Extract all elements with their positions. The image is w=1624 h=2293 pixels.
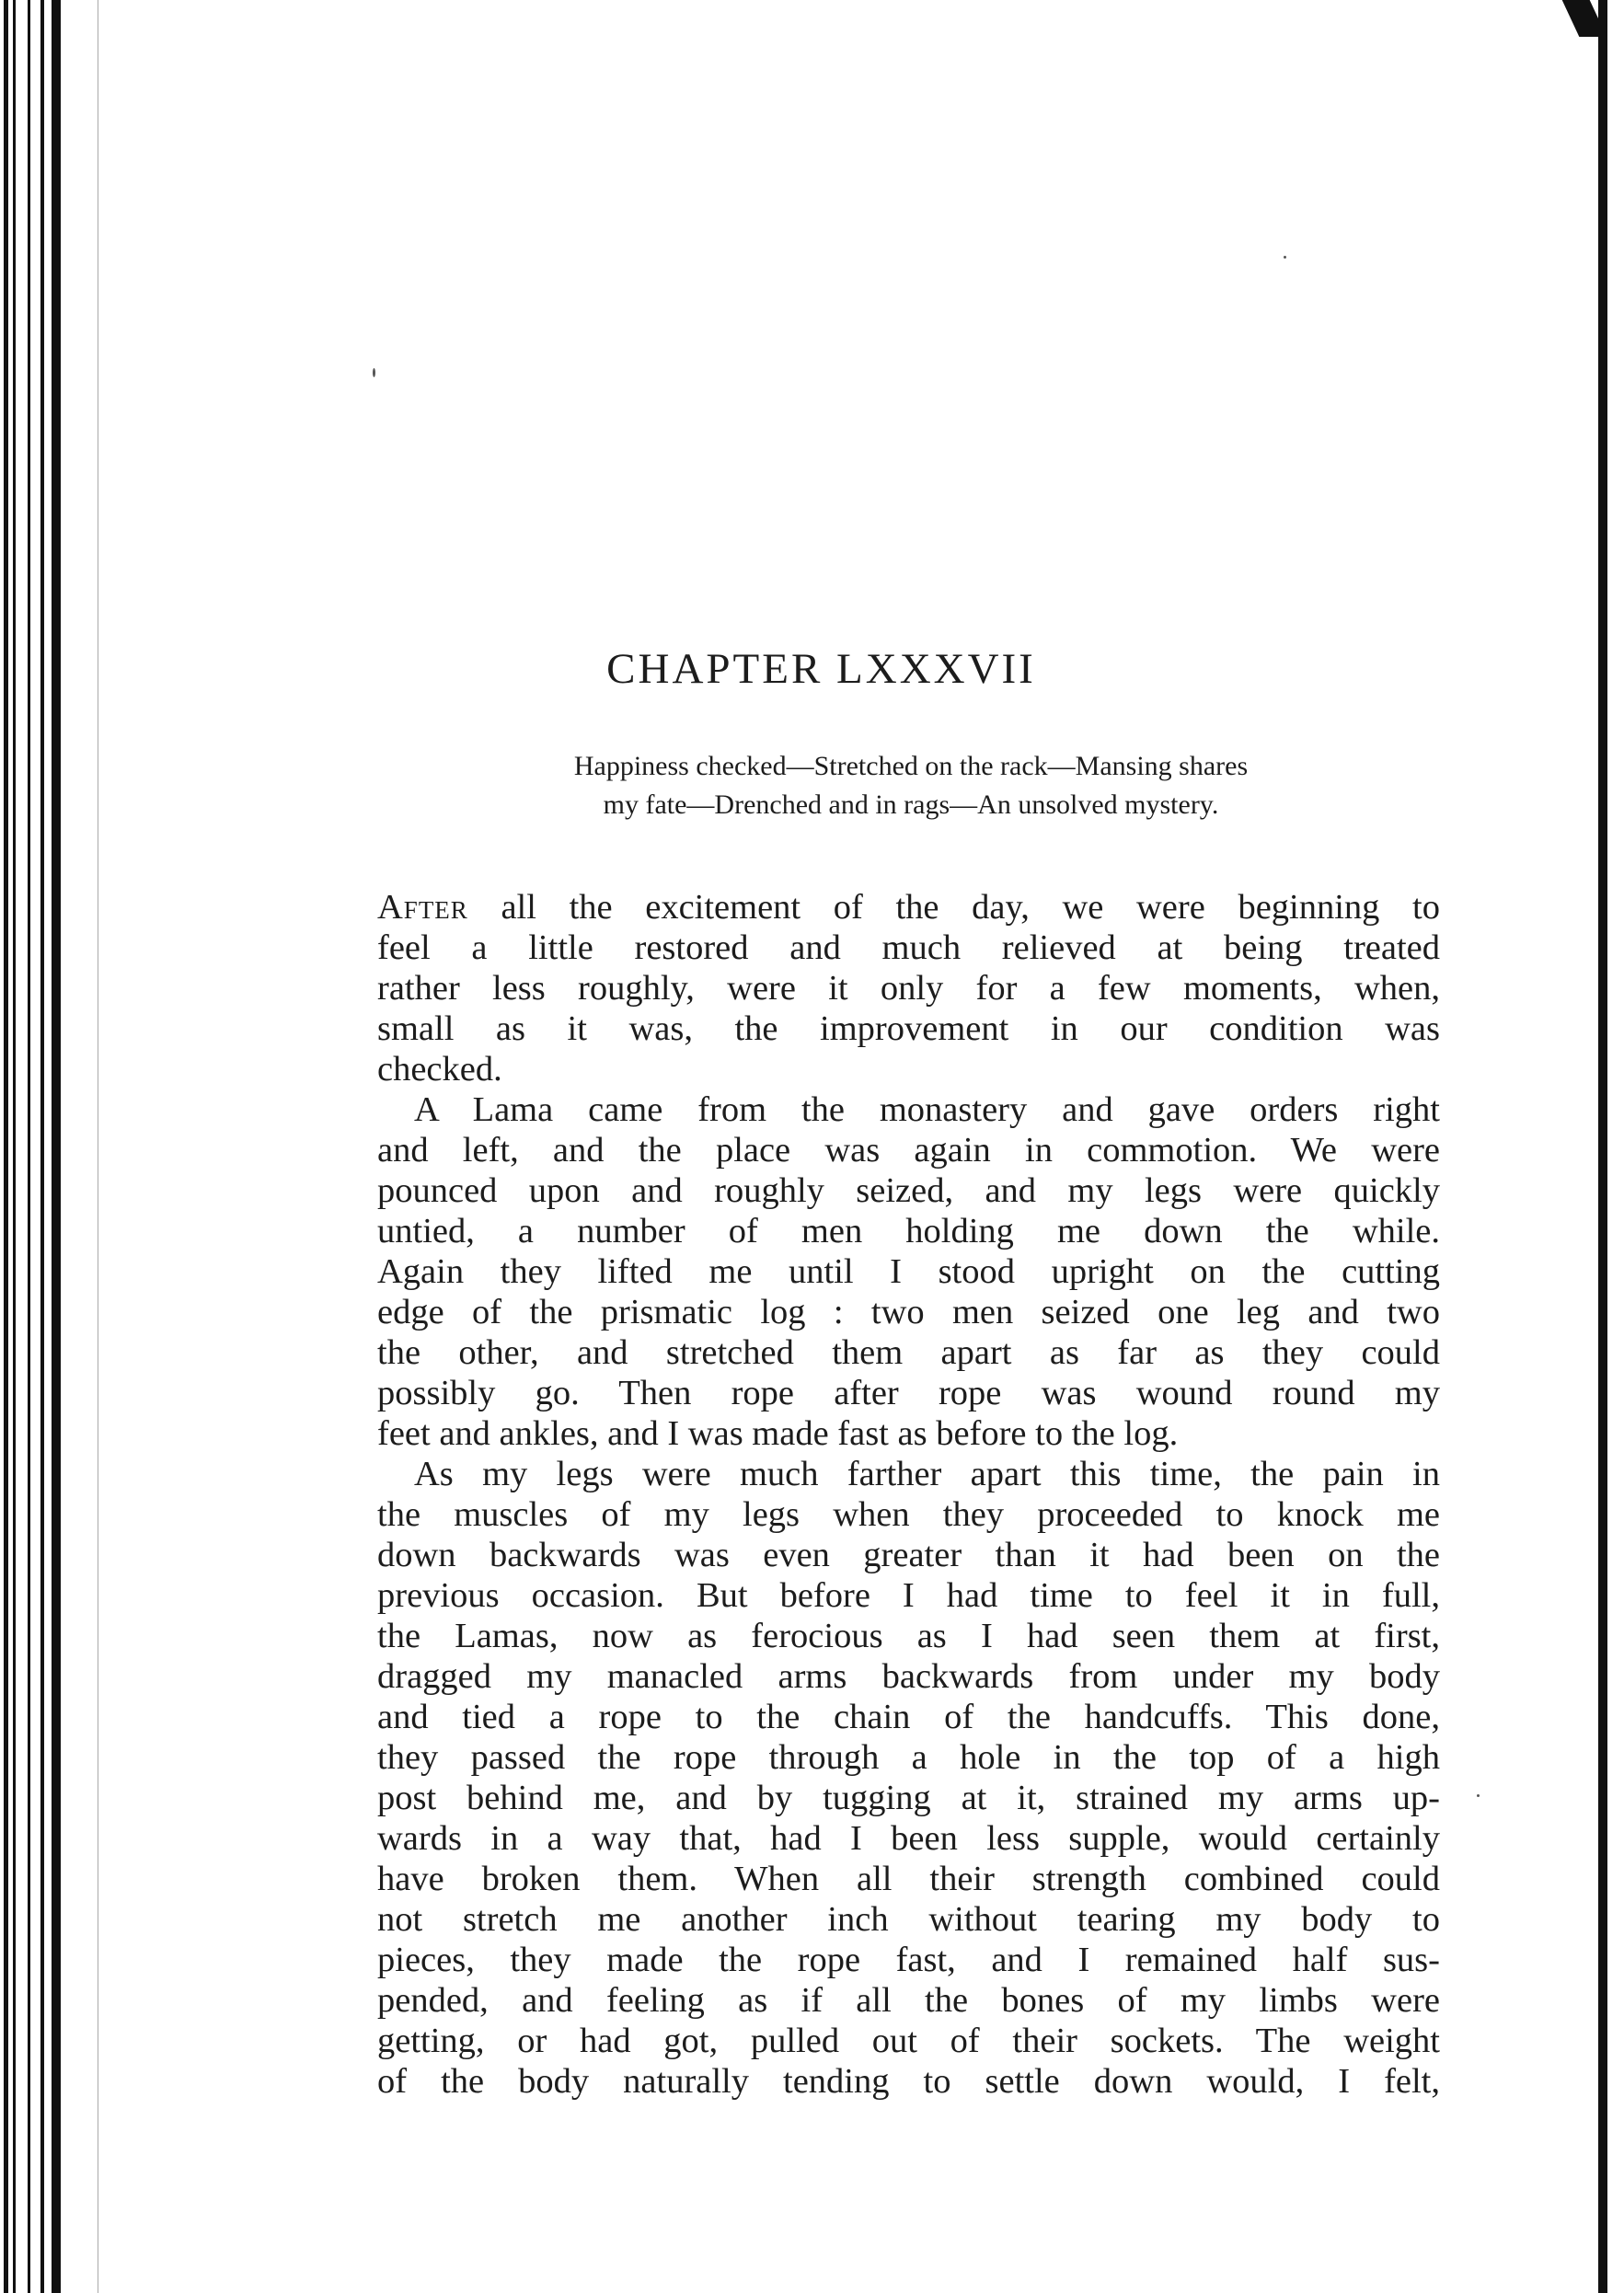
text-line: not stretch me another inch without tearing my body to (377, 1900, 1440, 1939)
text-line: pieces, they made the rope fast, and I remained half sus- (377, 1941, 1440, 1979)
text-line: post behind me, and by tugging at it, strained my arms up- (377, 1779, 1440, 1817)
text-line: wards in a way that, had I been less supple, would certainly (377, 1819, 1440, 1858)
text-line: rather less roughly, were it only for a few moments, when, (377, 969, 1440, 1008)
page-binding-edge (0, 0, 101, 2293)
chapter-summary-line: my fate—Drenched and in rags—An unsolved mystery. (603, 789, 1219, 820)
text-line: untied, a number of men holding me down the while. (377, 1212, 1440, 1250)
text-line: Again they lifted me until I stood upright on the cutting (377, 1252, 1440, 1291)
scan-speck (1477, 1794, 1480, 1797)
text-line: possibly go. Then rope after rope was wound round my (377, 1374, 1440, 1412)
chapter-summary (386, 747, 1435, 824)
text-line: edge of the prismatic log : two men seized one leg and two (377, 1293, 1440, 1331)
text-line: have broken them. When all their strength combined could (377, 1860, 1440, 1898)
text-line: feet and ankles, and I was made fast as before to the log. (377, 1414, 1179, 1453)
text-line: checked. (377, 1050, 502, 1089)
text-line: getting, or had got, pulled out of their sockets. The weight (377, 2022, 1440, 2060)
text-line: they passed the rope through a hole in the top of a high (377, 1738, 1440, 1777)
text-line: the other, and stretched them apart as far as they could (377, 1333, 1440, 1372)
text-line: previous occasion. But before I had time to feel it in full, (377, 1576, 1440, 1615)
scan-speck (373, 368, 375, 377)
page-right-edge (1587, 0, 1624, 2293)
chapter-title: CHAPTER LXXXVII (606, 645, 1036, 693)
text-line: After all the excitement of the day, we were beginning to (377, 888, 1440, 927)
text-line: As my legs were much farther apart this time, the pain in (414, 1455, 1440, 1493)
text-line: the Lamas, now as ferocious as I had seen them at first, (377, 1617, 1440, 1655)
text-line: the muscles of my legs when they proceeded to knock me (377, 1495, 1440, 1534)
text-line: pounced upon and roughly seized, and my legs were quickly (377, 1171, 1440, 1210)
text-line: dragged my manacled arms backwards from under my body (377, 1657, 1440, 1696)
paragraph (377, 887, 1440, 1089)
chapter-summary-line: Happiness checked—Stretched on the rack—Mansing shares (573, 751, 1249, 781)
paragraph (377, 1089, 1440, 1454)
text-line: and tied a rope to the chain of the handcuffs. This done, (377, 1698, 1440, 1736)
opening-word: After (377, 888, 468, 927)
scan-speck (1284, 256, 1286, 259)
text-line: of the body naturally tending to settle down would, I felt, (377, 2062, 1440, 2101)
paragraph (377, 1454, 1440, 2102)
text-line: and left, and the place was again in commotion. We were (377, 1131, 1440, 1170)
text-line: A Lama came from the monastery and gave orders right (414, 1090, 1440, 1129)
text-line: pended, and feeling as if all the bones of my limbs were (377, 1981, 1440, 2020)
text-line: feel a little restored and much relieved at being treated (377, 928, 1440, 967)
chapter-body (377, 887, 1440, 2102)
text-line: small as it was, the improvement in our condition was (377, 1009, 1440, 1048)
text-line: down backwards was even greater than it had been on the (377, 1536, 1440, 1574)
